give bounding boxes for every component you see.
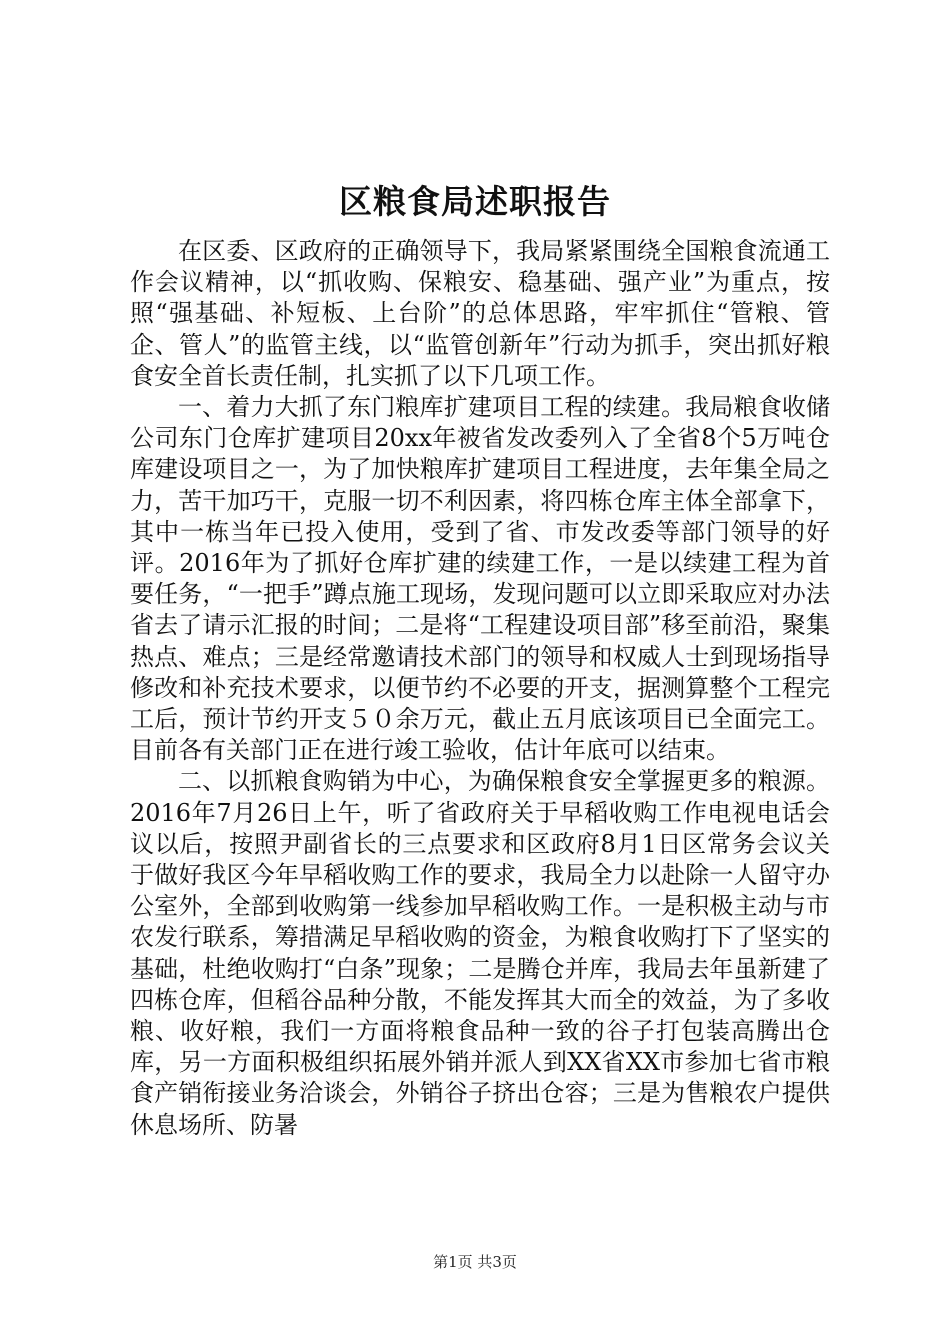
paragraph-section-two: 二、以抓粮食购销为中心，为确保粮食安全掌握更多的粮源。2016年7月26日上午，听了省政府关于早稻收购工作电视电话会议以后，按照尹副省长的三点要求和区政府8月1日区常务会议关于做好我区今年早稻收购工作的要求，我局全力以赴除一人留守办公室外，全部到收购第一线参加早稻收购工作。一是积极主动与市农发行联系，筹措满足早稻收购的资金，为粮食收购打下了坚实的基础，杜绝收购打“白条”现象；二是腾仓并库，我局去年虽新建了四栋仓库，但稻谷品种分散，不能发挥其大而全的效益，为了多收粮、收好粮，我们一方面将粮食品种一致的谷子打包装高腾出仓库，另一方面积极组织拓展外销并派人到XX省XX市参加七省市粮食产销衔接业务洽谈会，外销谷子挤出仓容；三是为售粮农户提供休息场所、防暑 — [130, 767, 830, 1139]
document-title: 区粮食局述职报告 — [339, 182, 611, 221]
document-body — [130, 236, 830, 1141]
page-footer: 第1页 共3页 — [433, 1253, 517, 1271]
paragraph-intro: 在区委、区政府的正确领导下，我局紧紧围绕全国粮食流通工作会议精神，以“抓收购、保粮安、稳基础、强产业”为重点，按照“强基础、补短板、上台阶”的总体思路，牢牢抓住“管粮、管企、管人”的监管主线，以“监管创新年”行动为抓手，突出抓好粮食安全首长责任制，扎实抓了以下几项工作。 — [130, 237, 830, 390]
paragraph-section-one: 一、着力大抓了东门粮库扩建项目工程的续建。我局粮食收储公司东门仓库扩建项目20xx年被省发改委列入了全省8个5万吨仓库建设项目之一，为了加快粮库扩建项目工程进度，去年集全局之力，苦干加巧干，克服一切不利因素，将四栋仓库主体全部拿下，其中一栋当年已投入使用，受到了省、市发改委等部门领导的好评。2016年为了抓好仓库扩建的续建工作，一是以续建工程为首要任务，“一把手”蹲点施工现场，发现问题可以立即采取应对办法省去了请示汇报的时间；二是将“工程建设项目部”移至前沿，聚集热点、难点；三是经常邀请技术部门的领导和权威人士到现场指导修改和补充技术要求，以便节约不必要的开支，据测算整个工程完工后，预计节约开支５０余万元，截止五月底该项目已全面完工。目前各有关部门正在进行竣工验收，估计年底可以结束。 — [130, 393, 830, 765]
